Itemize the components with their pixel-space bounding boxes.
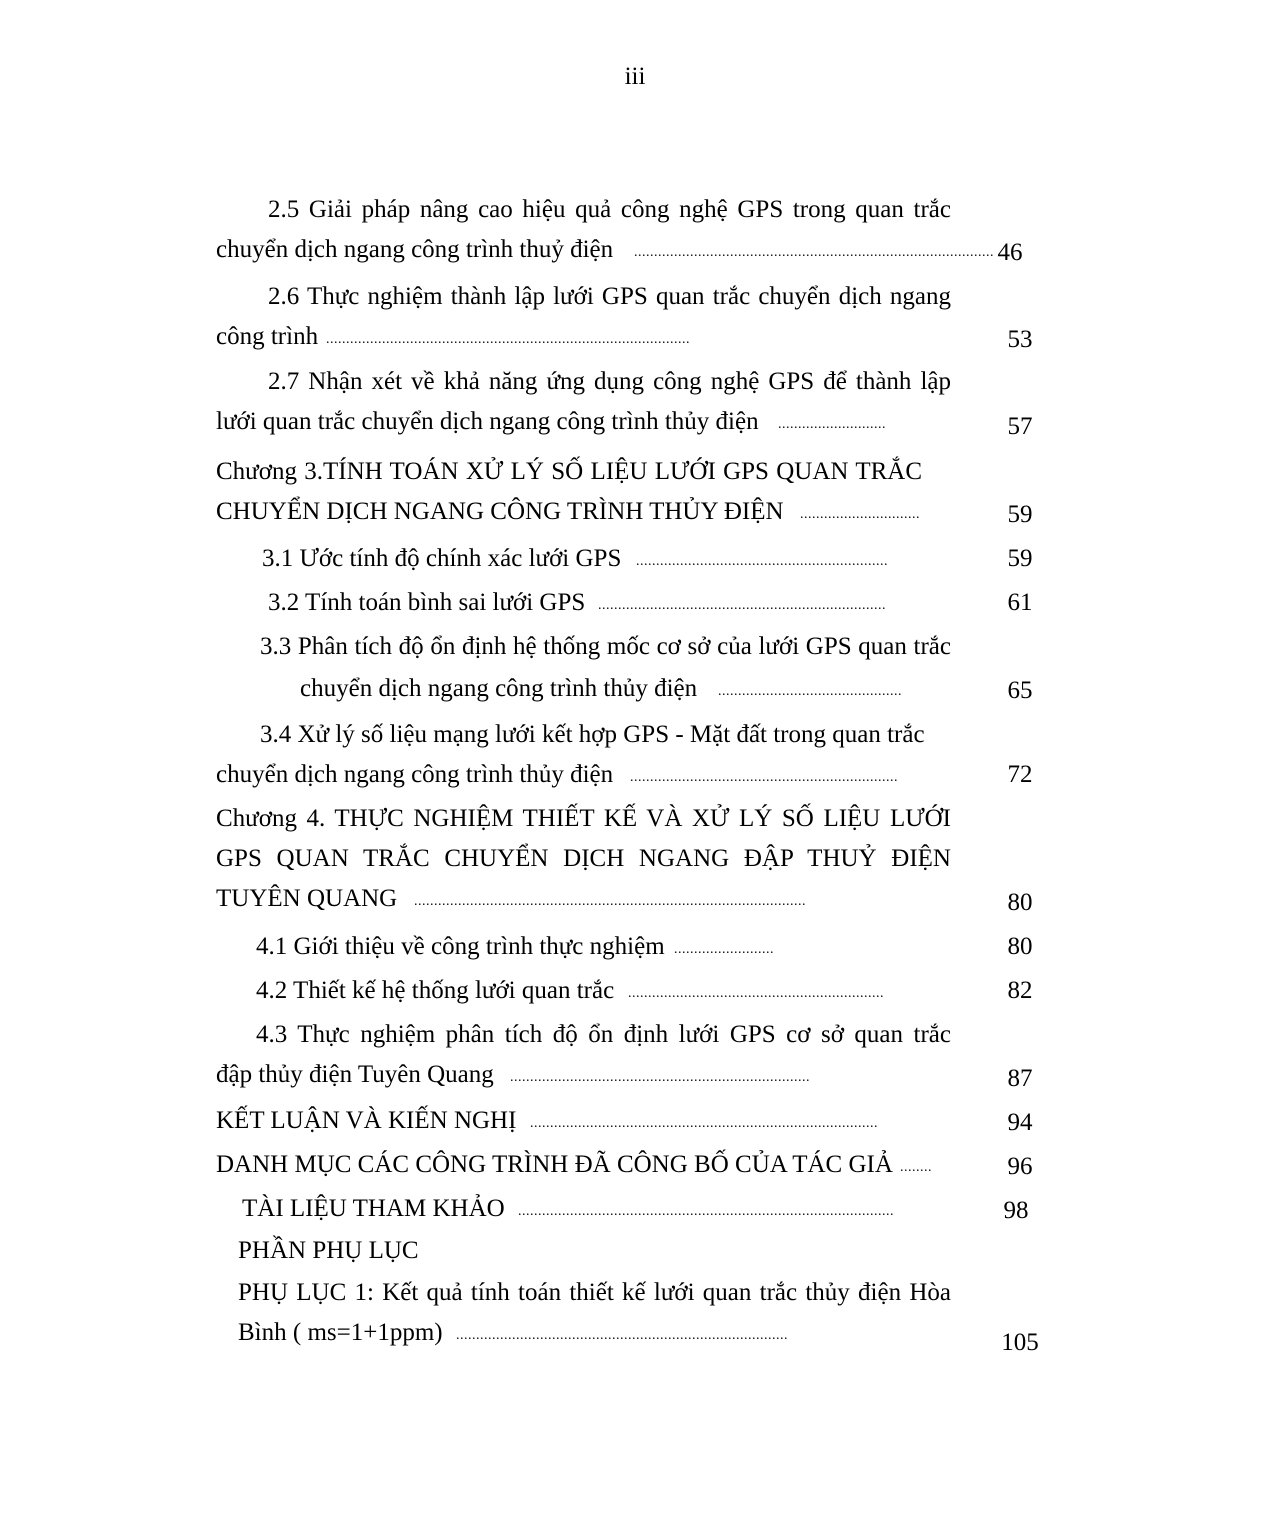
toc-references: TÀI LIỆU THAM KHẢO	[242, 1195, 505, 1222]
toc-appendix-heading: PHẦN PHỤ LỤC	[238, 1237, 419, 1264]
toc-chapter-3-line-2: CHUYỂN DỊCH NGANG CÔNG TRÌNH THỦY ĐIỆN	[216, 498, 784, 525]
toc-entry-3-3-line-2: chuyển dịch ngang công trình thủy điện	[300, 675, 698, 702]
toc-page-number: 59	[1007, 501, 1033, 528]
toc-chapter-4-line-2: GPS QUAN TRẮC CHUYỂN DỊCH NGANG ĐẬP THUỶ ĐIỆN	[216, 845, 951, 872]
toc-entry-3-4-line-2: chuyển dịch ngang công trình thủy điện	[216, 761, 614, 788]
toc-appendix-1-line-2: Bình ( ms=1+1ppm)	[238, 1319, 443, 1346]
toc-entry-4-1: 4.1 Giới thiệu về công trình thực nghiệm	[256, 933, 665, 960]
toc-entry-2-7-line-2: lưới quan trắc chuyển dịch ngang công trình thủy điện	[216, 408, 759, 435]
toc-page-number: 59	[1007, 545, 1033, 572]
toc-dot-leader: .......................................................................................	[530, 1116, 878, 1131]
toc-dot-leader: ..........................................................................................	[634, 245, 994, 260]
toc-page-number: 72	[1007, 761, 1033, 788]
toc-page-number: 94	[1007, 1109, 1033, 1136]
toc-page-number: 80	[1007, 889, 1033, 916]
toc-entry-3-2: 3.2 Tính toán bình sai lưới GPS	[268, 589, 586, 616]
toc-entry-3-3-line-1: 3.3 Phân tích độ ổn định hệ thống mốc cơ sở của lưới GPS quan trắc	[260, 633, 951, 660]
toc-page-number: 57	[1007, 413, 1033, 440]
toc-page-number: 98	[1003, 1197, 1029, 1224]
toc-entry-2-7-line-1: 2.7 Nhận xét về khả năng ứng dụng công nghệ GPS để thành lập	[268, 368, 951, 395]
toc-dot-leader: ...........................	[778, 417, 886, 432]
toc-entry-4-3-line-2: đập thủy điện Tuyên Quang	[216, 1061, 494, 1088]
toc-dot-leader: ........	[900, 1160, 932, 1175]
toc-dot-leader: ...........................................................................................	[326, 332, 690, 347]
toc-dot-leader: ...............................................................	[636, 554, 888, 569]
toc-dot-leader: ...........................................................................	[510, 1070, 810, 1085]
toc-page-number: 87	[1007, 1065, 1033, 1092]
toc-chapter-4-line-3: TUYÊN QUANG	[216, 885, 398, 912]
toc-entry-2-5-line-1: 2.5 Giải pháp nâng cao hiệu quả công nghệ GPS trong quan trắc	[268, 196, 951, 223]
toc-page-number: 96	[1007, 1153, 1033, 1180]
toc-page-number: 61	[1007, 589, 1033, 616]
toc-dot-leader: .........................	[674, 942, 774, 957]
toc-entry-2-6-line-1: 2.6 Thực nghiệm thành lập lưới GPS quan trắc chuyển dịch ngang	[268, 283, 951, 310]
toc-page-number: 46	[997, 239, 1023, 266]
toc-page-number: 105	[1001, 1329, 1039, 1356]
toc-dot-leader: ..............................	[800, 507, 920, 522]
toc-appendix-1-line-1: PHỤ LỤC 1: Kết quả tính toán thiết kế lưới quan trắc thủy điện Hòa	[238, 1279, 951, 1306]
toc-page-number: 82	[1007, 977, 1033, 1004]
toc-entry-4-3-line-1: 4.3 Thực nghiệm phân tích độ ổn định lưới GPS cơ sở quan trắc	[256, 1021, 951, 1048]
toc-page-number: 80	[1007, 933, 1033, 960]
toc-entry-2-5-line-2: chuyển dịch ngang công trình thuỷ điện	[216, 236, 614, 263]
toc-entry-2-6-line-2: công trình	[216, 323, 319, 350]
toc-entry-3-1: 3.1 Ước tính độ chính xác lưới GPS	[262, 545, 622, 572]
toc-dot-leader: ...................................................................................	[456, 1328, 788, 1343]
toc-publications: DANH MỤC CÁC CÔNG TRÌNH ĐÃ CÔNG BỐ CỦA TÁC GIẢ	[216, 1151, 893, 1178]
page-number: iii	[624, 63, 646, 90]
toc-page-number: 53	[1007, 326, 1033, 353]
toc-page-number: 65	[1007, 677, 1033, 704]
toc-dot-leader: ..............................................................................................	[518, 1204, 894, 1219]
toc-conclusion: KẾT LUẬN VÀ KIẾN NGHỊ	[216, 1107, 517, 1134]
toc-entry-4-2: 4.2 Thiết kế hệ thống lưới quan trắc	[256, 977, 615, 1004]
toc-dot-leader: ..............................................	[718, 684, 902, 699]
toc-chapter-4-line-1: Chương 4. THỰC NGHIỆM THIẾT KẾ VÀ XỬ LÝ SỐ LIỆU LƯỚI	[216, 805, 951, 832]
toc-dot-leader: ...................................................................	[630, 770, 898, 785]
toc-entry-3-4-line-1: 3.4 Xử lý số liệu mạng lưới kết hợp GPS - Mặt đất trong quan trắc	[260, 721, 925, 748]
toc-dot-leader: ........................................................................	[598, 598, 886, 613]
toc-dot-leader: ................................................................	[628, 986, 884, 1001]
toc-dot-leader: ..................................................................................................	[414, 894, 806, 909]
toc-chapter-3-line-1: Chương 3.TÍNH TOÁN XỬ LÝ SỐ LIỆU LƯỚI GPS QUAN TRẮC	[216, 458, 922, 485]
